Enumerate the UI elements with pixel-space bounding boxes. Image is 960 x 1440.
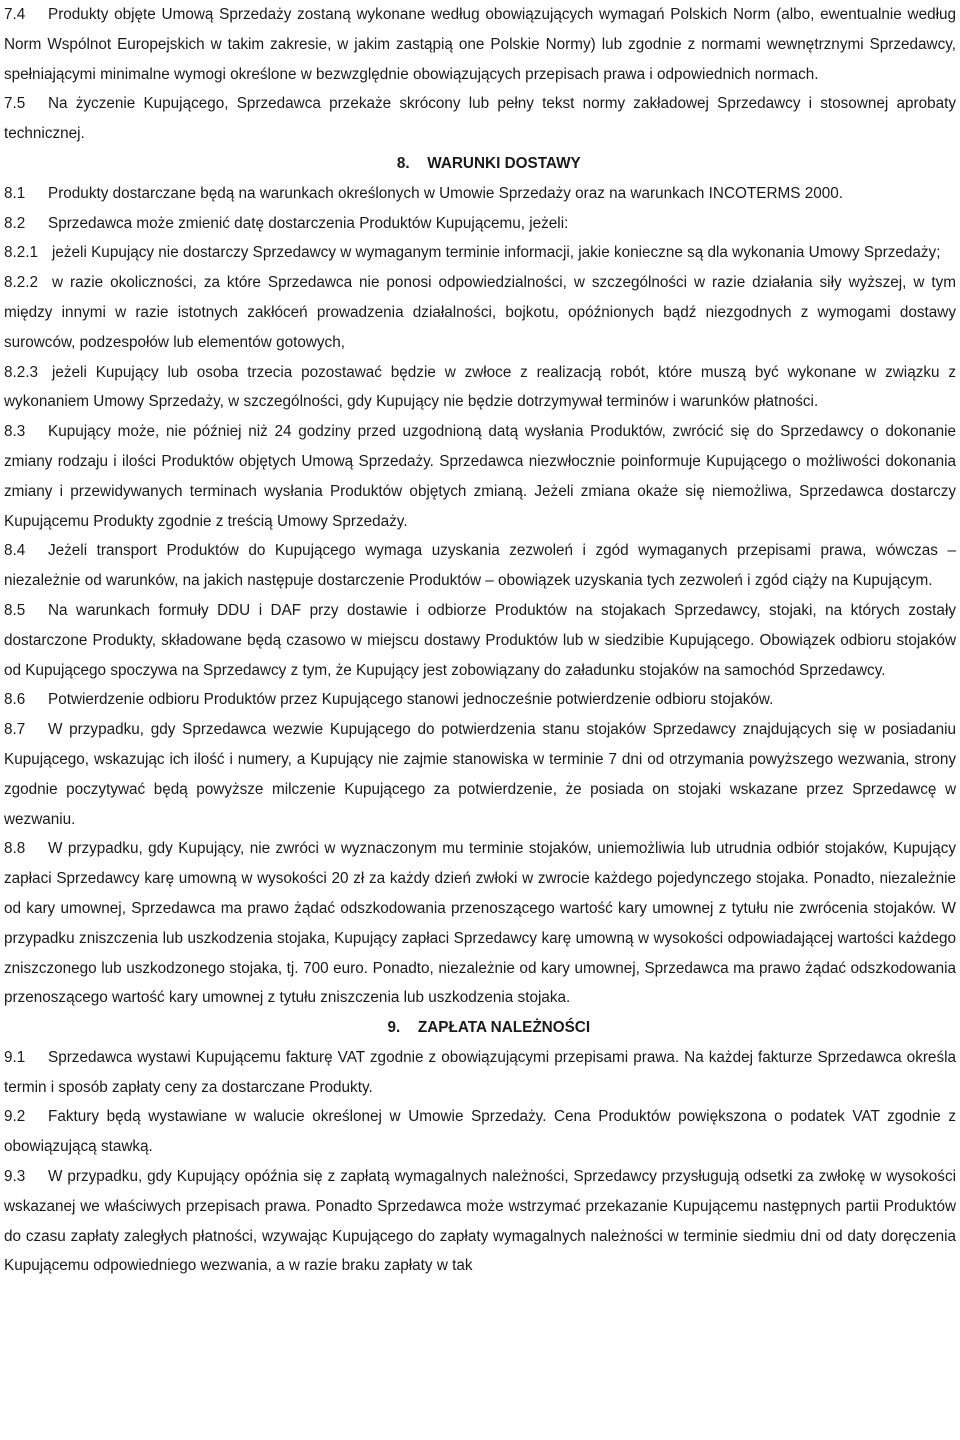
clause-number: 7.4 [4, 6, 26, 23]
clause-text: Produkty dostarczane będą na warunkach określonych w Umowie Sprzedaży oraz na warunkach INCOTERMS 2000. [48, 184, 843, 202]
section-number: 8. [396, 154, 410, 172]
clause-number: 8.2.2 [4, 274, 39, 292]
clause-text: W przypadku, gdy Kupujący, nie zwróci w wyznaczonym mu terminie stojaków, uniemożliwia lub utrudnia odbiór stojaków, Kupujący zapłaci Sprzedawcy karę umowną w wysokości 20 zł za każdy dzień zwłoki w zwrocie każdego pojedynczego stojaka. Ponadto, niezależnie od kary umownej, Sprzedawca ma prawo żądać odszkodowania przenoszącego wartość kary umownej z tytułu nie zwrócenia stojaków. W przypadku zniszczenia lub uszkodzenia stojaka, Kupujący zapłaci Sprzedawcy karę umowną w wysokości odpowiadającej wartości każdego zniszczonego lub uszkodzonego stojaka, tj. 700 euro. Ponadto, niezależnie od kary umownej, Sprzedawca ma prawo żądać odszkodowania przenoszącego wartość kary umownej z tytułu zniszczenia lub uszkodzenia stojaka. [4, 840, 956, 1007]
section-title: WARUNKI DOSTAWY [427, 154, 581, 172]
clause-text: jeżeli Kupujący nie dostarczy Sprzedawcy w wymaganym terminie informacji, jakie konieczne są dla wykonania Umowy Sprzedaży; [52, 244, 941, 262]
clause-number: 9.3 [4, 1168, 26, 1186]
clause-text: Produkty objęte Umową Sprzedaży zostaną wykonane według obowiązujących wymagań Polskich Norm (albo, ewentualnie według Norm Wspólnot Europejskich w takim zakresie, w jakim zastąpią one Polskie Normy) lub zgodnie z normami wewnętrznymi Sprzedawcy, spełniającymi minimalne wymogi określone w bezwzględnie obowiązujących przepisach prawa i odpowiednich normach. [4, 6, 956, 83]
clause-text: Potwierdzenie odbioru Produktów przez Kupującego stanowi jednocześnie potwierdzenie odbioru stojaków. [48, 691, 774, 709]
clause-number: 8.7 [4, 721, 26, 739]
clause-number: 8.1 [4, 184, 26, 202]
clause-number: 8.2.3 [4, 363, 39, 381]
clause-text: Na warunkach formuły DDU i DAF przy dostawie i odbiorze Produktów na stojakach Sprzedawcy, stojaki, na których zostały dostarczone Produkty, składowane będą czasowo w miejscu dostawy Produktów lub w siedzibie Kupującego. Obowiązek odbioru stojaków od Kupującego spoczywa na Sprzedawcy z tym, że Kupujący jest zobowiązany do załadunku stojaków na samochód Sprzedawcy. [4, 601, 956, 679]
clause-8-1 [4, 179, 956, 209]
clause-8-4 [4, 536, 956, 596]
clause-number: 8.4 [4, 542, 26, 560]
clause-9-1 [4, 1043, 956, 1103]
clause-8-2-2 [4, 268, 956, 357]
section-9-clauses [4, 1043, 956, 1281]
clause-number: 8.2.1 [4, 244, 39, 262]
clause-text: w razie okoliczności, za które Sprzedawca nie ponosi odpowiedzialności, w szczególności w razie działania siły wyższej, w tym między innymi w razie istotnych zakłóceń prowadzenia działalności, bojkotu, opóźnionych bądź niezgodnych z wymogami dostawy surowców, podzespołów lub elementów gotowych, [4, 274, 956, 351]
clause-8-5 [4, 596, 956, 685]
clause-text: Kupujący może, nie później niż 24 godziny przed uzgodnioną datą wysłania Produktów, zwrócić się do Sprzedawcy o dokonanie zmiany rodzaju i ilości Produktów objętych Umową Sprzedaży. Sprzedawca niezwłocznie poinformuje Kupującego o możliwości dokonania zmiany i przewidywanych terminach wysłania Produktów objętych zmianą. Jeżeli zmiana okaże się niemożliwa, Sprzedawca dostarczy Kupującemu Produkty zgodnie z treścią Umowy Sprzedaży. [4, 423, 956, 530]
clause-number: 8.8 [4, 840, 26, 858]
clause-8-2 [4, 209, 956, 239]
section-number: 9. [387, 1019, 401, 1037]
clause-number: 9.2 [4, 1108, 26, 1126]
clause-text: Jeżeli transport Produktów do Kupującego wymaga uzyskania zezwoleń i zgód wymaganych przepisami prawa, wówczas – niezależnie od warunków, na jakich następuje dostarczenie Produktów – obowiązek uzyskania tych zezwoleń i zgód ciąży na Kupującym. [4, 542, 956, 590]
section-7-clauses [4, 0, 956, 149]
document-page [4, 0, 956, 1281]
section-8-heading [4, 149, 956, 179]
clause-9-2 [4, 1102, 956, 1162]
clause-8-2-1 [4, 238, 956, 268]
section-8-clauses [4, 179, 956, 1013]
clause-number: 7.5 [4, 95, 26, 113]
clause-8-6 [4, 685, 956, 715]
clause-8-2-3 [4, 358, 956, 418]
section-title: ZAPŁATA NALEŻNOŚCI [417, 1019, 591, 1037]
clause-text: Sprzedawca wystawi Kupującemu fakturę VAT zgodnie z obowiązującymi przepisami prawa. Na każdej fakturze Sprzedawca określa termin i sposób zapłaty ceny za dostarczane Produkty. [4, 1048, 956, 1096]
clause-7-4 [4, 0, 956, 89]
clause-text: Na życzenie Kupującego, Sprzedawca przekaże skrócony lub pełny tekst normy zakładowej Sprzedawcy i stosownej aprobaty technicznej. [4, 95, 956, 143]
clause-8-3 [4, 417, 956, 536]
clause-7-5 [4, 89, 956, 149]
clause-8-8 [4, 834, 956, 1013]
clause-number: 8.3 [4, 423, 26, 441]
clause-number: 9.1 [4, 1048, 26, 1066]
clause-8-7 [4, 715, 956, 834]
clause-number: 8.2 [4, 214, 26, 232]
clause-9-3 [4, 1162, 956, 1281]
clause-text: W przypadku, gdy Sprzedawca wezwie Kupującego do potwierdzenia stanu stojaków Sprzedawcy znajdujących się w posiadaniu Kupującego, wskazując ich ilość i numery, a Kupujący nie zajmie stanowiska w terminie 7 dni od otrzymania powyższego wezwania, strony zgodnie poczytywać będą powyższe milczenie Kupującego za potwierdzenie, że posiada on stojaki wskazane przez Sprzedawcę w wezwaniu. [4, 721, 956, 828]
clause-text: jeżeli Kupujący lub osoba trzecia pozostawać będzie w zwłoce z realizacją robót, które muszą być wykonane w związku z wykonaniem Umowy Sprzedaży, w szczególności, gdy Kupujący nie będzie dotrzymywał terminów i warunków płatności. [4, 363, 956, 411]
section-9-heading [4, 1013, 956, 1043]
clause-text: Sprzedawca może zmienić datę dostarczenia Produktów Kupującemu, jeżeli: [48, 214, 569, 232]
clause-number: 8.5 [4, 601, 26, 619]
clause-text: Faktury będą wystawiane w walucie określonej w Umowie Sprzedaży. Cena Produktów powiększona o podatek VAT zgodnie z obowiązującą stawką. [4, 1108, 956, 1156]
clause-number: 8.6 [4, 691, 26, 709]
clause-text: W przypadku, gdy Kupujący opóźnia się z zapłatą wymagalnych należności, Sprzedawcy przysługują odsetki za zwłokę w wysokości wskazanej we właściwych przepisach prawa. Ponadto Sprzedawca może wstrzymać przekazanie Kupującemu następnych partii Produktów do czasu zapłaty zaległych płatności, wzywając Kupującego do zapłaty wymagalnych należności w terminie siedmiu dni od daty doręczenia Kupującemu odpowiedniego wezwania, a w razie braku zapłaty w tak [4, 1168, 956, 1275]
